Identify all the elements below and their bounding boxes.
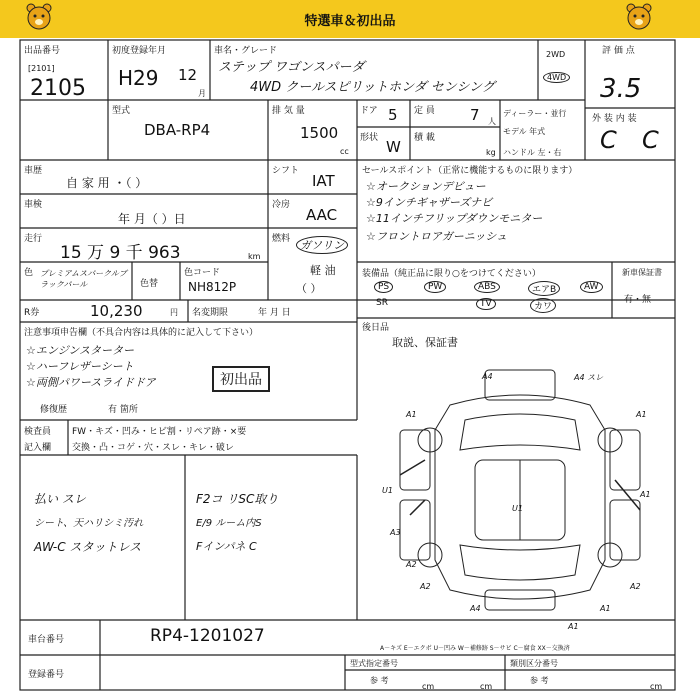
inspector-note: シート、天ハリシミ汚れ (34, 518, 144, 529)
reference-label: 参 考 (530, 676, 549, 685)
mileage-label: 走行 (24, 234, 43, 244)
loading-label: 積 載 (414, 133, 435, 143)
banner-title: 特選車＆初出品 (304, 14, 396, 29)
mileage-value: 15 万 9 千 963 (60, 243, 181, 263)
model-value: DBA-RP4 (144, 121, 211, 139)
recycle-label: R券 (24, 308, 40, 318)
color-label: 色 (24, 268, 34, 278)
diagram-mark: A1 (600, 604, 611, 613)
displacement-unit: cc (340, 147, 349, 156)
history-value: 自 家 用 ・（ ） (66, 176, 148, 190)
registration-number-label: 登録番号 (28, 670, 65, 680)
lot-number: 2105 (30, 76, 86, 101)
equip-pw: PW (424, 281, 446, 293)
drive-2wd: 2WD (546, 50, 566, 59)
inspection-value: 年 月（ ）日 (118, 212, 186, 226)
fuel-other: （ ） (296, 282, 322, 295)
doors-value: 5 (388, 106, 398, 124)
fuel-gasoline: ガソリン (296, 236, 348, 254)
inspector-label: 検査員 (24, 427, 52, 437)
lot-sub-number: [2101] (28, 64, 55, 73)
color-change-label: 色替 (140, 279, 159, 289)
diagram-mark: A1 (406, 410, 417, 419)
notes-label: 注意事項申告欄（不具合内容は具体的に記入して下さい） (24, 328, 259, 338)
inspector-note: Fインパネ C (196, 540, 257, 553)
equip-tv: TV (476, 298, 496, 310)
dim-unit: cm (650, 682, 663, 691)
sales-point-item: ☆9インチギャザーズナビ (366, 196, 493, 209)
diagram-mark: A2 (406, 560, 417, 569)
inspector-note: F2コ リSC取り (196, 492, 279, 506)
dim-unit: cm (422, 682, 435, 691)
ac-label: 冷房 (272, 200, 291, 210)
diagram-mark: A2 (630, 582, 641, 591)
notes-item: ☆エンジンスターター (26, 344, 134, 357)
repair-value: 有 箇所 (108, 405, 138, 415)
equip-leather: カワ (530, 298, 556, 313)
diagram-mark: A2 (420, 582, 431, 591)
reference-label: 参 考 (370, 676, 389, 685)
sales-points-label: セールスポイント（正常に機能するものに限ります） (362, 166, 578, 176)
inspection-label: 車検 (24, 200, 43, 210)
equip-ps: PS (374, 281, 393, 293)
shift-label: シフト (272, 166, 300, 176)
after-docs-value: 取説、保証書 (392, 336, 458, 349)
dealer-label: ディーラー・並行 (503, 109, 567, 118)
car-name-line2: 4WD クールスピリットホンダ センシング (250, 80, 495, 95)
history-label: 車歴 (24, 166, 43, 176)
equip-sr: SR (376, 298, 388, 308)
diagram-mark: A3 (390, 528, 401, 537)
diagram-mark: A1 (568, 622, 579, 631)
mileage-unit: km (248, 252, 261, 261)
color-code-label: 色コード (184, 268, 221, 278)
fuel-diesel: 軽 油 (310, 264, 336, 277)
diagram-mark: A4 (470, 604, 481, 613)
inspector-note: 払い スレ (34, 492, 86, 506)
equipment-label: 装備品（純正品に限り○をつけてください） (362, 269, 541, 279)
capacity-value: 7 (470, 106, 480, 124)
registration-year: H29 (118, 66, 159, 90)
loading-unit: kg (486, 148, 496, 157)
chassis-value: RP4-1201027 (150, 626, 265, 646)
displacement-label: 排 気 量 (272, 106, 305, 116)
chassis-label: 車台番号 (28, 635, 65, 645)
damage-legend: A－キズ E－エクボ U－凹み W－補修跡 S－サビ C－腐食 XX－交換済 (380, 645, 570, 652)
rating-value: 3.5 (600, 74, 642, 104)
first-registration-label: 初度登録年月 (112, 46, 167, 56)
capacity-unit: 人 (488, 117, 496, 126)
sales-point-item: ☆オークションデビュー (366, 180, 486, 193)
displacement-value: 1500 (300, 124, 339, 142)
repair-label: 修復歴 (40, 405, 68, 415)
model-year-label: モデル 年式 (503, 127, 546, 136)
inspector-label2: 記入欄 (24, 443, 52, 453)
handle-label: ハンドル 左・右 (503, 148, 562, 157)
inspector-note: E/9 ルーム内S (196, 518, 262, 529)
inspector-note: AW-C スタットレス (34, 540, 142, 554)
diagram-mark: A1 (640, 490, 651, 499)
exterior-grade: C (600, 126, 617, 154)
form-number-label: 型式指定番号 (350, 659, 398, 668)
name-change-value: 年 月 日 (258, 308, 291, 318)
notes-item: ☆両側パワースライドドア (26, 376, 156, 389)
equip-aw: AW (580, 281, 603, 293)
color-code-value: NH812P (188, 280, 237, 294)
car-name-line1: ステップ ワゴンスパーダ (218, 60, 365, 75)
ext-int-label: 外 装 内 装 (592, 114, 637, 124)
shape-label: 形状 (360, 133, 379, 143)
shift-value: IAT (312, 172, 335, 190)
sales-point-item: ☆11インチフリップダウンモニター (366, 212, 543, 225)
name-change-label: 名変期限 (192, 308, 229, 318)
diagram-mark: A1 (636, 410, 647, 419)
warranty-label: 新車保証書 (622, 268, 662, 277)
recycle-value: 10,230 (90, 302, 143, 320)
diagram-mark: A4 スレ (574, 373, 604, 382)
notes-item: ☆ハーフレザーシート (26, 360, 134, 373)
shape-value: W (386, 138, 401, 156)
recycle-unit: 円 (170, 308, 178, 317)
drive-4wd: 4WD (543, 72, 570, 83)
lot-number-label: 出品番号 (24, 46, 61, 56)
equip-airbag: エアB (528, 281, 560, 296)
after-docs-label: 後日品 (362, 323, 390, 333)
diagram-mark: A4 (482, 372, 493, 381)
sales-point-item: ☆フロントロアガーニッシュ (366, 230, 508, 243)
doors-label: ドア (360, 106, 378, 116)
model-label: 型式 (112, 106, 131, 116)
inspector-row1: FW・キズ・凹み・ヒビ割・リペア跡・×要 (72, 427, 247, 437)
capacity-label: 定 員 (414, 106, 435, 116)
diagram-mark: U1 (512, 504, 523, 513)
class-number-label: 類別区分番号 (510, 659, 558, 668)
car-name-label: 車名・グレード (214, 46, 278, 56)
interior-grade: C (642, 126, 659, 154)
car-damage-diagram (370, 360, 670, 618)
dim-unit: cm (480, 682, 493, 691)
month-unit: 月 (198, 89, 206, 98)
diagram-mark: U1 (382, 486, 393, 495)
fuel-label: 燃料 (272, 234, 291, 244)
registration-month: 12 (178, 66, 198, 84)
color-value: プレミアムスパークルブラックパール (40, 269, 127, 289)
equip-abs: ABS (474, 281, 500, 293)
warranty-value: 有・無 (624, 295, 652, 305)
inspector-row2: 交換・凸・コゲ・穴・スレ・キレ・破レ (72, 443, 234, 453)
first-listing-stamp: 初出品 (212, 366, 270, 392)
rating-label: 評 価 点 (602, 46, 635, 56)
ac-value: AAC (306, 206, 338, 224)
